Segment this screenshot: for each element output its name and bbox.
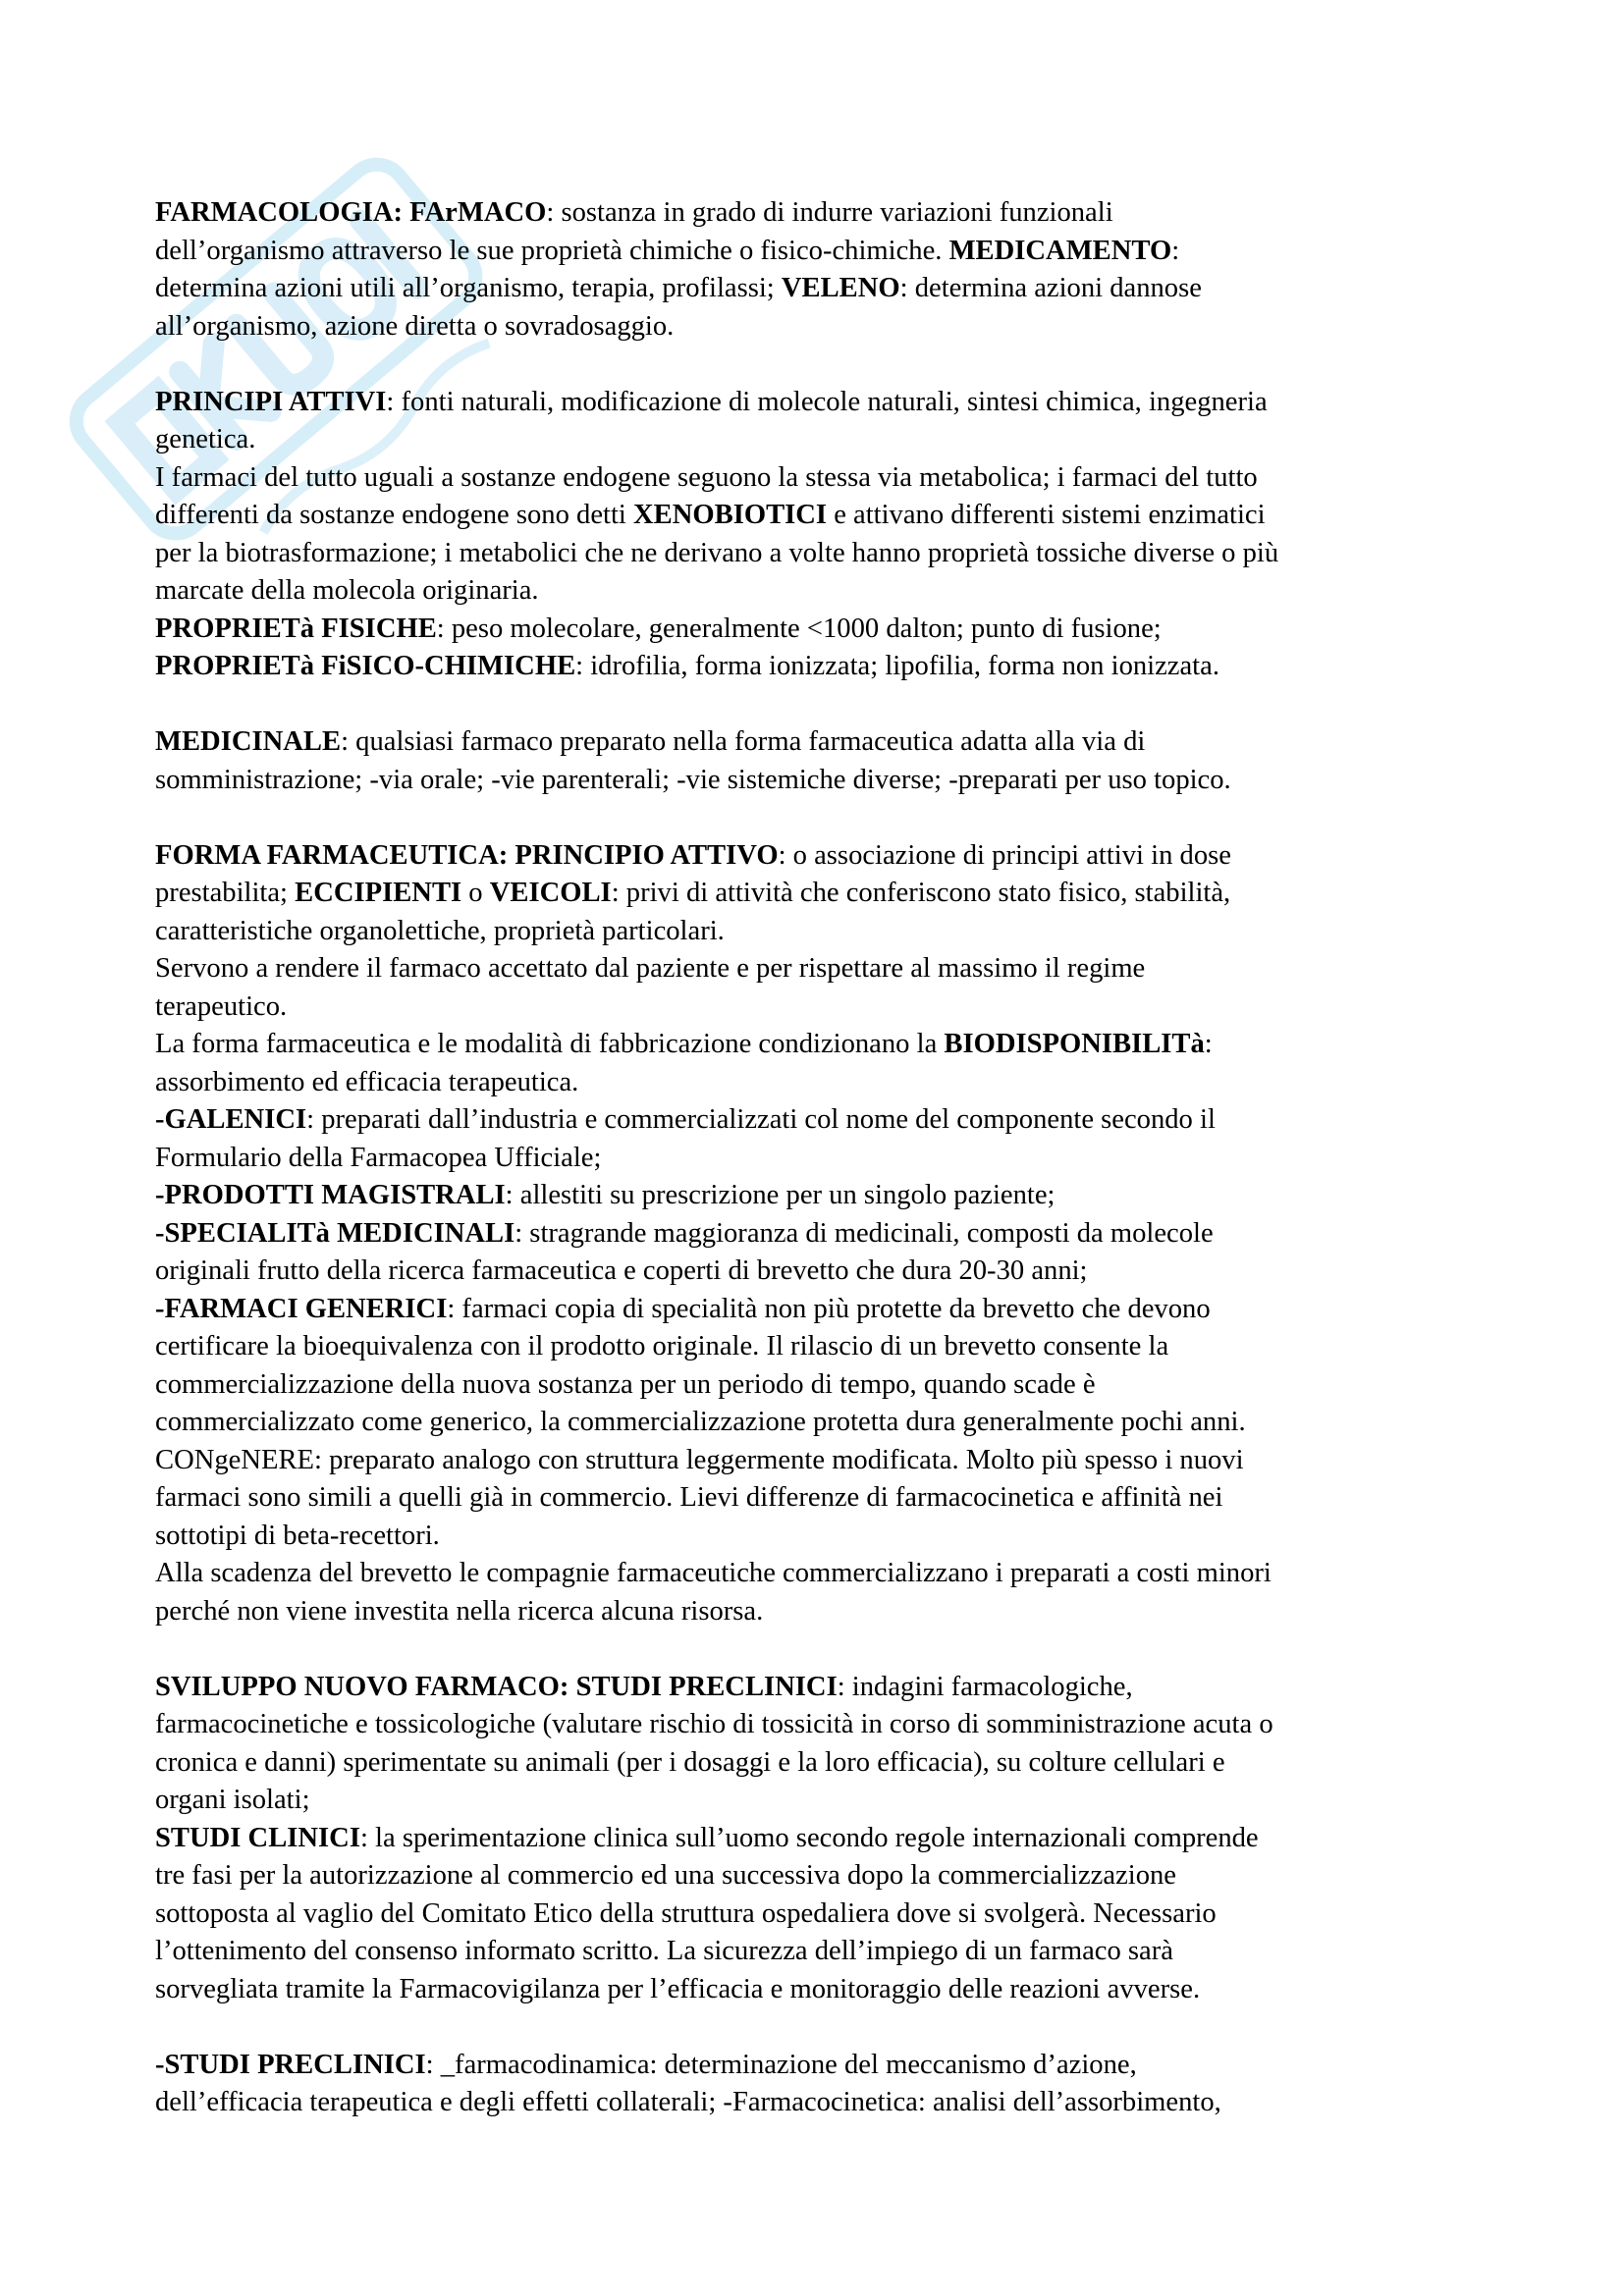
text-run: : determina azioni dannose	[899, 273, 1202, 303]
text-line	[155, 459, 1483, 498]
text-run: : allestiti su prescrizione per un singolo paziente;	[505, 1180, 1056, 1210]
text-run: farmacocinetiche e tossicologiche (valutare rischio di tossicità in corso di somministrazione acuta o	[155, 1709, 1273, 1739]
text-line	[155, 1593, 1483, 1631]
text-run: all’organismo, azione diretta o sovradosaggio.	[155, 310, 675, 342]
text-line	[155, 1404, 1483, 1442]
text-run: perché non viene investita nella ricerca alcuna risorsa.	[155, 1595, 764, 1627]
text-run: : indagini farmacologiche,	[837, 1671, 1133, 1702]
paragraph-gap	[155, 346, 1483, 384]
text-line	[155, 1933, 1483, 1971]
text-line	[155, 1026, 1483, 1064]
paragraph-gap	[155, 2008, 1483, 2047]
bold-term: STUDI CLINICI	[155, 1822, 360, 1853]
text-run: somministrazione; -via orale; -vie parenterali; -vie sistemiche diverse; -preparati per uso topico.	[155, 764, 1231, 795]
text-run: tre fasi per la autorizzazione al commercio ed una successiva dopo la commercializzazione	[155, 1860, 1176, 1891]
bold-term: MEDICAMENTO	[948, 235, 1172, 266]
text-line	[155, 1857, 1483, 1896]
bold-term: -STUDI PRECLINICI	[155, 2049, 426, 2080]
text-line	[155, 1782, 1483, 1820]
text-run: sorvegliata tramite la Farmacovigilanza per l’efficacia e monitoraggio delle reazioni avverse.	[155, 1973, 1201, 2004]
text-line	[155, 950, 1483, 988]
text-line	[155, 988, 1483, 1027]
paragraph-gap	[155, 686, 1483, 724]
text-line	[155, 233, 1483, 271]
bold-term: FORMA FARMACEUTICA: PRINCIPIO ATTIVO	[155, 839, 779, 871]
text-line	[155, 2084, 1483, 2122]
text-run: caratteristiche organolettiche, proprietà particolari.	[155, 915, 725, 946]
text-run: La forma farmaceutica e le modalità di fabbricazione condizionano la	[155, 1029, 945, 1059]
text-line	[155, 497, 1483, 535]
bold-term: SVILUPPO NUOVO FARMACO: STUDI PRECLINICI	[155, 1671, 838, 1702]
text-run: assorbimento ed efficacia terapeutica.	[155, 1066, 579, 1097]
text-line	[155, 1479, 1483, 1518]
text-line	[155, 1971, 1483, 2009]
text-run: commercializzato come generico, la commercializzazione protetta dura generalmente pochi anni.	[155, 1407, 1246, 1437]
text-line	[155, 1253, 1483, 1291]
bold-term: -PRODOTTI MAGISTRALI	[155, 1180, 506, 1210]
text-run: determina azioni utili all’organismo, terapia, profilassi;	[155, 273, 782, 303]
text-run: l’ottenimento del consenso informato scritto. La sicurezza dell’impiego di un farmaco sarà	[155, 1936, 1173, 1966]
text-run: : farmaci copia di specialità non più protette da brevetto che devono	[447, 1293, 1211, 1324]
text-run: : o associazione di principi attivi in dose	[778, 839, 1231, 871]
text-line	[155, 1706, 1483, 1744]
text-line	[155, 421, 1483, 459]
text-run: : _farmacodinamica: determinazione del meccanismo d’azione,	[425, 2049, 1137, 2080]
text-line	[155, 1215, 1483, 1254]
text-line	[155, 270, 1483, 308]
text-line	[155, 913, 1483, 951]
text-run: : preparati dall’industria e commercializzati col nome del componente secondo il	[306, 1104, 1216, 1135]
text-line	[155, 572, 1483, 611]
text-line	[155, 648, 1483, 686]
text-line	[155, 1518, 1483, 1556]
text-line	[155, 723, 1483, 762]
text-line	[155, 2047, 1483, 2085]
text-run: : sostanza in grado di indurre variazioni funzionali	[546, 197, 1113, 228]
text-line	[155, 535, 1483, 573]
text-line	[155, 762, 1483, 800]
text-line	[155, 611, 1483, 649]
text-run: certificare la bioequivalenza con il prodotto originale. Il rilascio di un brevetto consente la	[155, 1331, 1169, 1362]
text-run: terapeutico.	[155, 990, 288, 1022]
text-run: sottotipi di beta-recettori.	[155, 1520, 440, 1551]
bold-term: VELENO	[781, 273, 900, 303]
text-run: : peso molecolare, generalmente <1000 dalton; punto di fusione;	[436, 613, 1162, 644]
text-run: : qualsiasi farmaco preparato nella forma farmaceutica adatta alla via di	[341, 726, 1146, 757]
text-line	[155, 875, 1483, 913]
text-run: :	[1171, 235, 1180, 266]
text-run: e attivano differenti sistemi enzimatici	[827, 500, 1266, 530]
bold-term: PRINCIPI ATTIVI	[155, 386, 387, 417]
text-run: originali frutto della ricerca farmaceutica e coperti di brevetto che dura 20-30 anni;	[155, 1255, 1088, 1286]
text-run: genetica.	[155, 424, 256, 454]
text-run: organi isolati;	[155, 1785, 310, 1815]
text-line	[155, 1442, 1483, 1480]
text-line	[155, 1177, 1483, 1215]
paragraph-gap	[155, 1630, 1483, 1669]
text-line	[155, 308, 1483, 347]
text-run: prestabilita;	[155, 878, 296, 908]
text-line	[155, 1140, 1483, 1178]
text-run: : privi di attività che conferiscono stato fisico, stabilità,	[611, 878, 1231, 908]
text-line	[155, 1366, 1483, 1405]
bold-term: ECCIPIENTI	[295, 878, 462, 908]
text-run: : stragrande maggioranza di medicinali, composti da molecole	[514, 1217, 1214, 1249]
text-line	[155, 384, 1483, 422]
text-run: I farmaci del tutto uguali a sostanze endogene seguono la stessa via metabolica; i farmaci del tutto	[155, 461, 1258, 493]
paragraph-gap	[155, 799, 1483, 837]
text-line	[155, 1555, 1483, 1593]
text-run: o	[461, 878, 490, 908]
text-run: : la sperimentazione clinica sull’uomo secondo regole internazionali comprende	[359, 1822, 1259, 1853]
text-line	[155, 1896, 1483, 1934]
text-run: Servono a rendere il farmaco accettato dal paziente e per rispettare al massimo il regime	[155, 953, 1146, 984]
bold-term: -GALENICI	[155, 1104, 307, 1135]
text-line	[155, 1820, 1483, 1858]
bold-term: PROPRIETà FISICHE	[155, 613, 437, 644]
text-line	[155, 1291, 1483, 1329]
text-run: Alla scadenza del brevetto le compagnie farmaceutiche commercializzano i preparati a costi minori	[155, 1558, 1272, 1588]
text-run: dell’efficacia terapeutica e degli effetti collaterali; -Farmacocinetica: analisi dell’assorbimento,	[155, 2087, 1221, 2117]
text-line	[155, 1101, 1483, 1140]
bold-term: -SPECIALITà MEDICINALI	[155, 1217, 515, 1249]
text-line	[155, 1328, 1483, 1366]
bold-term: XENOBIOTICI	[633, 500, 828, 530]
text-run: per la biotrasformazione; i metabolici che ne derivano a volte hanno proprietà tossiche diverse o più	[155, 537, 1279, 568]
bold-term: -FARMACI GENERICI	[155, 1293, 448, 1324]
text-run: differenti da sostanze endogene sono detti	[155, 500, 634, 530]
text-run: farmaci sono simili a quelli già in commercio. Lievi differenze di farmacocinetica e affinità nei	[155, 1482, 1223, 1513]
text-run: Formulario della Farmacopea Ufficiale;	[155, 1142, 602, 1173]
text-run: sottoposta al vaglio del Comitato Etico della struttura ospedaliera dove si svolgerà. Necessario	[155, 1897, 1217, 1929]
text-run: marcate della molecola originaria.	[155, 575, 539, 606]
bold-term: FARMACOLOGIA: FArMACO	[155, 197, 547, 228]
bold-term: MEDICINALE	[155, 726, 342, 757]
text-line	[155, 1744, 1483, 1783]
text-run: cronica e danni) sperimentate su animali (per i dosaggi e la loro efficacia), su colture cellulari e	[155, 1746, 1225, 1778]
text-line	[155, 837, 1483, 876]
text-run: CONgeNERE: preparato analogo con struttura leggermente modificata. Molto più spesso i nuovi	[155, 1444, 1244, 1475]
bold-term: BIODISPONIBILITà	[944, 1029, 1205, 1059]
bold-term: PROPRIETà FiSICO-CHIMICHE	[155, 651, 576, 681]
bold-term: VEICOLI	[489, 878, 612, 908]
text-line	[155, 1669, 1483, 1707]
text-run: :	[1204, 1029, 1213, 1059]
text-run: commercializzazione della nuova sostanza per un periodo di tempo, quando scade è	[155, 1368, 1096, 1400]
text-run: dell’organismo attraverso le sue proprietà chimiche o fisico-chimiche.	[155, 235, 949, 266]
document-body	[155, 194, 1483, 2122]
text-line	[155, 1064, 1483, 1102]
text-run: : idrofilia, forma ionizzata; lipofilia, forma non ionizzata.	[575, 651, 1219, 681]
text-run: : fonti naturali, modificazione di molecole naturali, sintesi chimica, ingegneria	[386, 386, 1268, 417]
text-line	[155, 194, 1483, 233]
